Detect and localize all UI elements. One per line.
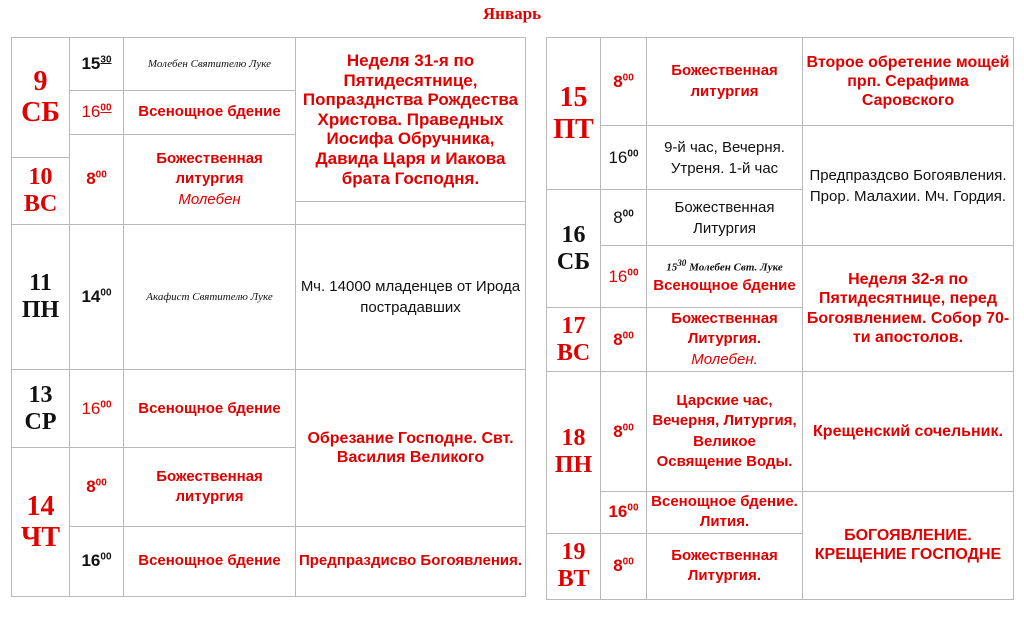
day-cell-14 bbox=[12, 448, 70, 597]
service-time: $14^{00}$ bbox=[70, 224, 124, 369]
weekday: ПТ bbox=[553, 113, 594, 145]
feast-cell: Неделя 31-я по Пятидесятнице, Попразднства Рождества Христова. Праведных Иосифа Обручника, Давида Царя и Иакова брата Господня. bbox=[296, 38, 526, 202]
service-name: Всенощное бдение bbox=[124, 90, 296, 135]
weekday: СБ bbox=[556, 248, 591, 275]
schedule-table-right bbox=[546, 37, 1014, 600]
service-name: Царские час, Вечерня, Литургия, Великое Освящение Воды. bbox=[647, 372, 803, 492]
service-time: $16^{00}$ bbox=[70, 526, 124, 596]
service-time: $16^{00}$ bbox=[70, 90, 124, 135]
service-name: Всенощное бдение bbox=[124, 526, 296, 596]
day-number: 9 bbox=[33, 65, 48, 97]
service-name: Всенощное бдение. Лития. bbox=[647, 492, 803, 534]
service-name: Всенощное бдение bbox=[124, 370, 296, 448]
day-cell-18 bbox=[547, 372, 601, 534]
day-cell-15 bbox=[547, 38, 601, 190]
day-number: 13 bbox=[28, 381, 53, 408]
feast-cell: Обрезание Господне. Свт. Василия Великого bbox=[296, 370, 526, 527]
weekday: ВТ bbox=[557, 566, 590, 592]
service-time: $8^{00}$ bbox=[601, 533, 647, 599]
service-name: Божественная Литургия bbox=[647, 190, 803, 246]
weekday: ВС bbox=[23, 190, 58, 217]
service-note: Молебен. bbox=[691, 350, 758, 368]
service-time: $8^{00}$ bbox=[70, 448, 124, 526]
service-name: Божественная литургия Молебен bbox=[124, 135, 296, 224]
service-name: Акафист Святителю Луке bbox=[124, 224, 296, 369]
service-time: $8^{00}$ bbox=[601, 372, 647, 492]
service-name: Божественная Литургия. bbox=[647, 533, 803, 599]
weekday: ЧТ bbox=[20, 522, 61, 554]
feast-cell: БОГОЯВЛЕНИЕ. КРЕЩЕНИЕ ГОСПОДНЕ bbox=[803, 492, 1014, 600]
day-cell-10 bbox=[12, 157, 70, 224]
day-cell-19 bbox=[547, 533, 601, 599]
day-cell-13 bbox=[12, 370, 70, 448]
service-time: $16^{00}$ bbox=[601, 246, 647, 308]
service-note: $15^{30}$ Молебен Свт. Луке bbox=[666, 258, 783, 274]
service-name: 9-й час, Вечерня. Утреня. 1-й час bbox=[647, 126, 803, 190]
service-name: $15^{30}$ Молебен Свт. Луке Всенощное бдение bbox=[647, 246, 803, 308]
service-note: Молебен bbox=[178, 190, 241, 208]
service-time: $16^{00}$ bbox=[601, 492, 647, 534]
service-time: $8^{00}$ bbox=[601, 190, 647, 246]
day-cell-9 bbox=[12, 38, 70, 158]
feast-cell: Мч. 14000 младенцев от Ирода пострадавших bbox=[296, 224, 526, 369]
weekday: ПН bbox=[554, 452, 593, 479]
service-time: $8^{00}$ bbox=[601, 308, 647, 372]
feast-cell: Предпраздсво Богоявления. Прор. Малахии. Мч. Гордия. bbox=[803, 126, 1014, 246]
day-number: 16 bbox=[561, 221, 586, 248]
weekday: СБ bbox=[21, 97, 60, 129]
day-number: 18 bbox=[561, 425, 586, 452]
day-number: 14 bbox=[26, 490, 55, 522]
day-number: 10 bbox=[28, 163, 53, 190]
service-name: Божественная Литургия. Молебен. bbox=[647, 308, 803, 372]
feast-cell: Крещенский сочельник. bbox=[803, 372, 1014, 492]
day-number: 17 bbox=[561, 312, 586, 339]
service-time: $16^{00}$ bbox=[601, 126, 647, 190]
service-name: Божественная литургия bbox=[124, 448, 296, 526]
feast-cell: Предпраздисво Богоявления. bbox=[296, 526, 526, 596]
service-time: $15^{30}$ bbox=[70, 38, 124, 91]
weekday: ПН bbox=[21, 296, 60, 323]
day-number: 11 bbox=[29, 269, 52, 296]
feast-cell: Второе обретение мощей прп. Серафима Саровского bbox=[803, 38, 1014, 126]
empty-cell bbox=[296, 202, 526, 224]
day-number: 19 bbox=[561, 539, 586, 566]
service-time: $8^{00}$ bbox=[601, 38, 647, 126]
feast-cell: Неделя 32-я по Пятидесятнице, перед Богоявлением. Собор 70-ти апостолов. bbox=[803, 246, 1014, 372]
service-name: Молебен Святителю Луке bbox=[124, 38, 296, 91]
service-name: Божественная литургия bbox=[647, 38, 803, 126]
day-number: 15 bbox=[559, 82, 588, 114]
service-time: $16^{00}$ bbox=[70, 370, 124, 448]
weekday: СР bbox=[24, 408, 57, 435]
service-time: $8^{00}$ bbox=[70, 135, 124, 224]
schedule-table-left bbox=[11, 37, 526, 597]
page-title: Январь bbox=[482, 4, 542, 23]
day-cell-17 bbox=[547, 308, 601, 372]
weekday: ВС bbox=[556, 339, 591, 366]
day-cell-11 bbox=[12, 224, 70, 369]
day-cell-16 bbox=[547, 190, 601, 308]
